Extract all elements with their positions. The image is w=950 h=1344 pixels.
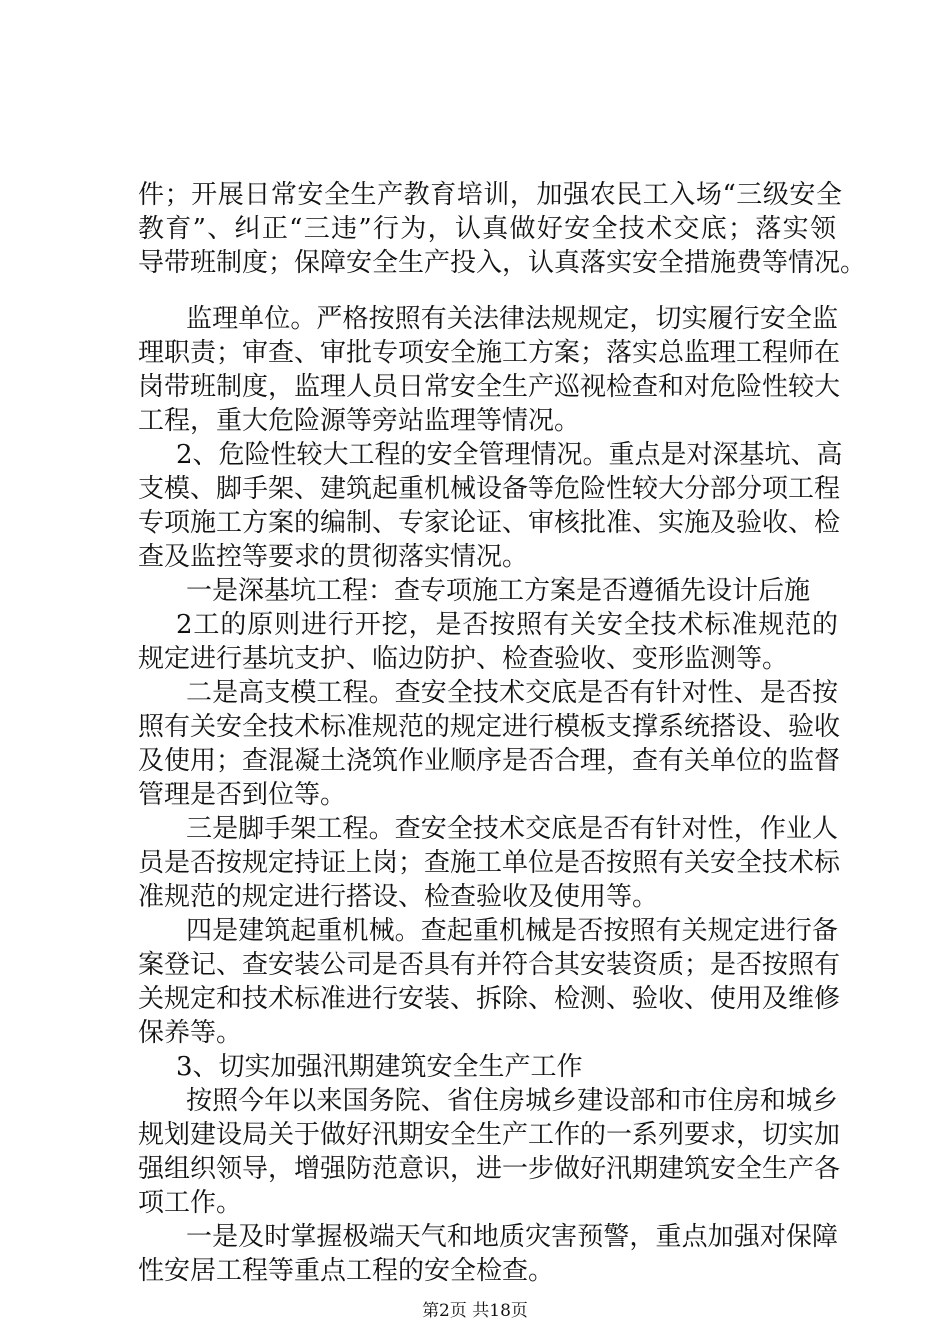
paragraph-line: 规划建设局关于做好汛期安全生产工作的一系列要求，切实加 — [138, 1120, 841, 1150]
paragraph-line: 专项施工方案的编制、专家论证、审核批准、实施及验收、检 — [138, 508, 841, 538]
paragraph-line: 关规定和技术标准进行安装、拆除、检测、验收、使用及维修 — [138, 984, 841, 1014]
paragraph-line: 监理单位。严格按照有关法律法规规定，切实履行安全监 — [186, 304, 838, 334]
paragraph-line: 性安居工程等重点工程的安全检查。 — [138, 1256, 555, 1286]
paragraph-line: 按照今年以来国务院、省住房城乡建设部和市住房和城乡 — [186, 1086, 838, 1116]
paragraph-line: 照有关安全技术标准规范的规定进行模板支撑系统搭设、验收 — [138, 712, 841, 742]
paragraph-line: 三是脚手架工程。查安全技术交底是否有针对性，作业人 — [186, 814, 838, 844]
paragraph-line: 及使用；查混凝土浇筑作业顺序是否合理，查有关单位的监督 — [138, 746, 841, 776]
paragraph-line: 查及监控等要求的贯彻落实情况。 — [138, 542, 529, 572]
paragraph-line: 导带班制度；保障安全生产投入，认真落实安全措施费等情况。 — [138, 248, 867, 278]
paragraph-line: 岗带班制度，监理人员日常安全生产巡视检查和对危险性较大 — [138, 372, 841, 402]
paragraph-line: 二是高支模工程。查安全技术交底是否有针对性、是否按 — [186, 678, 838, 708]
paragraph-line: 教育”、纠正“三违”行为，认真做好安全技术交底；落实领 — [138, 214, 836, 244]
paragraph-line: 2、危险性较大工程的安全管理情况。重点是对深基坑、高 — [176, 440, 843, 470]
page-number-footer: 第2页 共18页 — [422, 1301, 528, 1321]
paragraph-line: 件；开展日常安全生产教育培训，加强农民工入场“三级安全 — [138, 180, 842, 210]
paragraph-line: 管理是否到位等。 — [138, 780, 347, 810]
paragraph-line: 2工的原则进行开挖，是否按照有关安全技术标准规范的 — [176, 610, 838, 640]
paragraph-line: 项工作。 — [138, 1188, 243, 1218]
paragraph-line: 一是深基坑工程：查专项施工方案是否遵循先设计后施 — [186, 576, 811, 606]
paragraph-line: 理职责；审查、审批专项安全施工方案；落实总监理工程师在 — [138, 338, 841, 368]
paragraph-line: 一是及时掌握极端天气和地质灾害预警，重点加强对保障 — [186, 1222, 838, 1252]
paragraph-line: 员是否按规定持证上岗；查施工单位是否按照有关安全技术标 — [138, 848, 841, 878]
paragraph-line: 准规范的规定进行搭设、检查验收及使用等。 — [138, 882, 659, 912]
paragraph-line: 支模、脚手架、建筑起重机械设备等危险性较大分部分项工程 — [138, 474, 841, 504]
paragraph-line: 规定进行基坑支护、临边防护、检查验收、变形监测等。 — [138, 644, 789, 674]
paragraph-line: 案登记、查安装公司是否具有并符合其安装资质；是否按照有 — [138, 950, 841, 980]
section-heading: 3、切实加强汛期建筑安全生产工作 — [176, 1052, 583, 1082]
paragraph-line: 工程，重大危险源等旁站监理等情况。 — [138, 406, 581, 436]
paragraph-line: 保养等。 — [138, 1018, 243, 1048]
paragraph-line: 四是建筑起重机械。查起重机械是否按照有关规定进行备 — [186, 916, 838, 946]
paragraph-line: 强组织领导，增强防范意识，进一步做好汛期建筑安全生产各 — [138, 1154, 841, 1184]
